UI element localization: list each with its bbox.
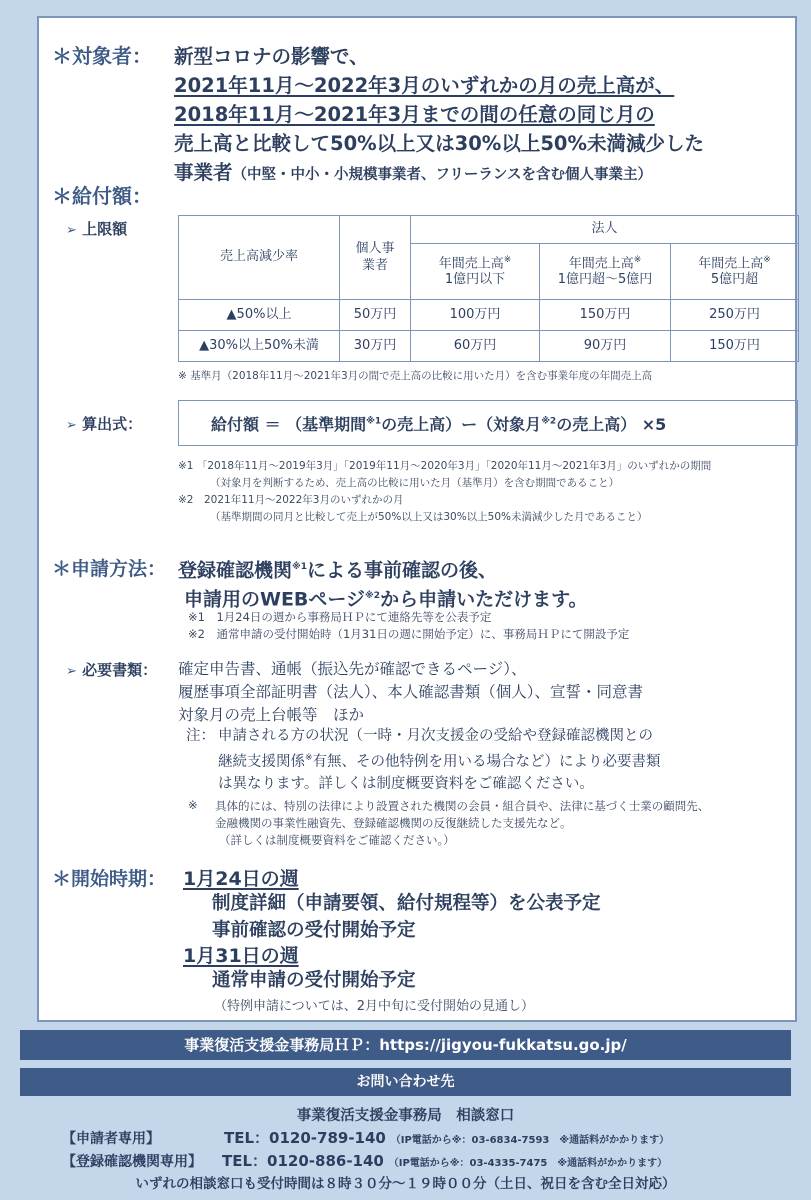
schedule-label: ＊開始時期： xyxy=(52,868,167,890)
formula-notes xyxy=(178,458,711,526)
agency-row xyxy=(62,1150,667,1171)
header-col3: 年間売上高※ 5億円超 xyxy=(671,244,799,300)
target-section xyxy=(52,42,152,71)
documents-note xyxy=(186,725,215,747)
hours-text: いずれの相談窓口も受付時間は８時３０分～１９時００分（土日、祝日を含む全日対応） xyxy=(135,1176,676,1192)
office-name: 事業復活支援金事務局 相談窓口 xyxy=(296,1108,515,1124)
applicant-tel[interactable]: TEL：0120-789-140 xyxy=(224,1129,386,1147)
target-line-1: 新型コロナの影響で、 xyxy=(174,45,369,68)
target-line-2: 2021年11月～2022年3月のいずれかの月の売上高が、 xyxy=(174,74,675,97)
documents-note-2: 継続支援関係※有無、その他特例を用いる場合など）により必要書類 xyxy=(218,753,661,770)
documents-note-3: は異なります。詳しくは制度概要資料をご確認ください。 xyxy=(218,775,594,792)
documents-line-3: 対象月の売上台帳等 ほか xyxy=(178,706,365,724)
target-line-4: 売上高と比較して50%以上又は30%以上50%未満減少した xyxy=(174,132,705,155)
target-line-5 xyxy=(174,158,704,190)
formula-note-2-sub: （基準期間の同月と比較して売上が50%以上又は30%以上50%未満減少した月であること） xyxy=(210,511,648,523)
formula-note-2: ※2 2021年11月～2022年3月のいずれかの月 xyxy=(178,494,404,506)
limit-table xyxy=(178,215,799,362)
header-col1: 年間売上高※ 1億円以下 xyxy=(411,244,540,300)
formula-note-1-sub: （対象月を判断するため、売上高の比較に用いた月（基準月）を含む期間であること） xyxy=(210,477,620,489)
individual-cell: 30万円 xyxy=(340,331,411,362)
documents-label-row xyxy=(66,659,157,680)
method-label: ＊申請方法： xyxy=(52,558,167,580)
applicant-label: 【申請者専用】 xyxy=(62,1131,160,1147)
documents-note-1: 申請される方の状況（一時・月次支援金の受給や登録確認機関との xyxy=(218,728,653,744)
formula-label-row xyxy=(66,413,142,434)
schedule-item-2: 事前確認の受付開始予定 xyxy=(212,920,416,941)
schedule-item-3: 通常申請の受付開始予定 xyxy=(212,970,416,991)
method-notes xyxy=(188,609,629,643)
applicant-ip: （IP電話から※：03-6834-7593 ※通話料がかかります） xyxy=(390,1135,670,1146)
triangle-bullet-icon: ➢ xyxy=(66,223,77,238)
documents-foot-2: 金融機関の事業性融資先、登録確認機関の反復継続した支援先など。 xyxy=(215,816,572,830)
formula-box xyxy=(178,400,798,446)
hp-link[interactable]: 事業復活支援金事務局ＨＰ：https://jigyou-fukkatsu.go.jp/ xyxy=(184,1036,627,1054)
agency-tel[interactable]: TEL：0120-886-140 xyxy=(222,1152,384,1170)
schedule-items-1 xyxy=(212,890,601,944)
documents-foot-3: （詳しくは制度概要資料をご確認ください。） xyxy=(219,833,455,847)
corp-col2-cell: 90万円 xyxy=(540,331,671,362)
contact-header: お問い合わせ先 xyxy=(356,1074,455,1090)
rate-cell: ▲30%以上50%未満 xyxy=(179,331,340,362)
payment-label: ＊給付額： xyxy=(52,184,152,208)
contact-header-bar xyxy=(20,1068,791,1096)
target-line-5-sub: （中堅・中小・小規模事業者、フリーランスを含む個人事業主） xyxy=(232,167,652,183)
agency-ip: （IP電話から※：03-4335-7475 ※通話料がかかります） xyxy=(388,1158,668,1169)
limit-label-row xyxy=(66,218,127,239)
method-note-2: ※2 通常申請の受付開始時（1月31日の週に開始予定）に、事務局ＨＰにて開設予定 xyxy=(188,627,630,641)
documents-text xyxy=(178,658,643,727)
target-text xyxy=(174,42,704,190)
method-line-1: 登録確認機関$^{※1}$による事前確認の後、 xyxy=(178,559,498,582)
corp-col2-cell: 150万円 xyxy=(540,300,671,331)
documents-note-label: 注： xyxy=(186,728,215,744)
corp-col1-cell: 60万円 xyxy=(411,331,540,362)
corp-col1-cell: 100万円 xyxy=(411,300,540,331)
target-line-3: 2018年11月～2021年3月までの間の任意の同じ月の xyxy=(174,103,655,126)
rate-cell: ▲50%以上 xyxy=(179,300,340,331)
target-line-5-main: 事業者 xyxy=(174,161,233,184)
hp-bar xyxy=(20,1030,791,1060)
table-row xyxy=(179,331,799,362)
schedule-date-1: 1月24日の週 xyxy=(183,868,299,890)
schedule-item-4: （特例申請については、2月中旬に受付開始の見通し） xyxy=(214,999,535,1014)
documents-line-2: 履歴事項全部証明書（法人）、本人確認書類（個人）、宣誓・同意書 xyxy=(178,683,644,701)
documents-foot xyxy=(215,798,709,849)
documents-note-text xyxy=(218,725,661,795)
schedule-date-2: 1月31日の週 xyxy=(183,945,299,967)
formula-text: 給付額 ＝ （基準期間$^{※1}$の売上高）ー（対象月$^{※2}$の売上高） ×5 xyxy=(211,415,667,434)
header-reduction: 売上高減少率 xyxy=(179,216,340,300)
individual-cell: 50万円 xyxy=(340,300,411,331)
applicant-row xyxy=(62,1127,669,1148)
corp-col3-cell: 250万円 xyxy=(671,300,799,331)
triangle-bullet-icon: ➢ xyxy=(66,418,77,433)
method-text xyxy=(178,554,588,613)
target-label: ＊対象者： xyxy=(52,44,152,68)
limit-label: 上限額 xyxy=(82,220,128,238)
table-note: ※ 基準月（2018年11月～2021年3月の間で売上高の比較に用いた月）を含む事業年度の年間売上高 xyxy=(178,370,653,382)
formula-note-1: ※1 「2018年11月～2019年3月」「2019年11月～2020年3月」「2020年11月～2021年3月」のいずれかの期間 xyxy=(178,460,712,472)
documents-label: 必要書類： xyxy=(82,661,158,679)
header-individual: 個人事業者 xyxy=(340,216,411,300)
formula-label: 算出式： xyxy=(82,415,143,433)
agency-label: 【登録確認機関専用】 xyxy=(62,1154,202,1170)
header-col2: 年間売上高※ 1億円超～5億円 xyxy=(540,244,671,300)
header-corp: 法人 xyxy=(411,216,799,244)
documents-foot-mark: ※ xyxy=(188,798,198,812)
corp-col3-cell: 150万円 xyxy=(671,331,799,362)
method-line-2: 申請用のWEBページ$^{※2}$から申請いただけます。 xyxy=(184,588,588,611)
schedule-item-1: 制度詳細（申請要領、給付規程等）を公表予定 xyxy=(212,893,601,914)
documents-line-1: 確定申告書、通帳（振込先が確認できるページ）、 xyxy=(178,660,527,678)
table-row xyxy=(179,300,799,331)
method-note-1: ※1 1月24日の週から事務局ＨＰにて連絡先等を公表予定 xyxy=(188,610,492,624)
triangle-bullet-icon: ➢ xyxy=(66,664,77,679)
documents-foot-1: 具体的には、特別の法律により設置された機関の会員・組合員や、法律に基づく士業の顧問先、 xyxy=(215,799,710,813)
